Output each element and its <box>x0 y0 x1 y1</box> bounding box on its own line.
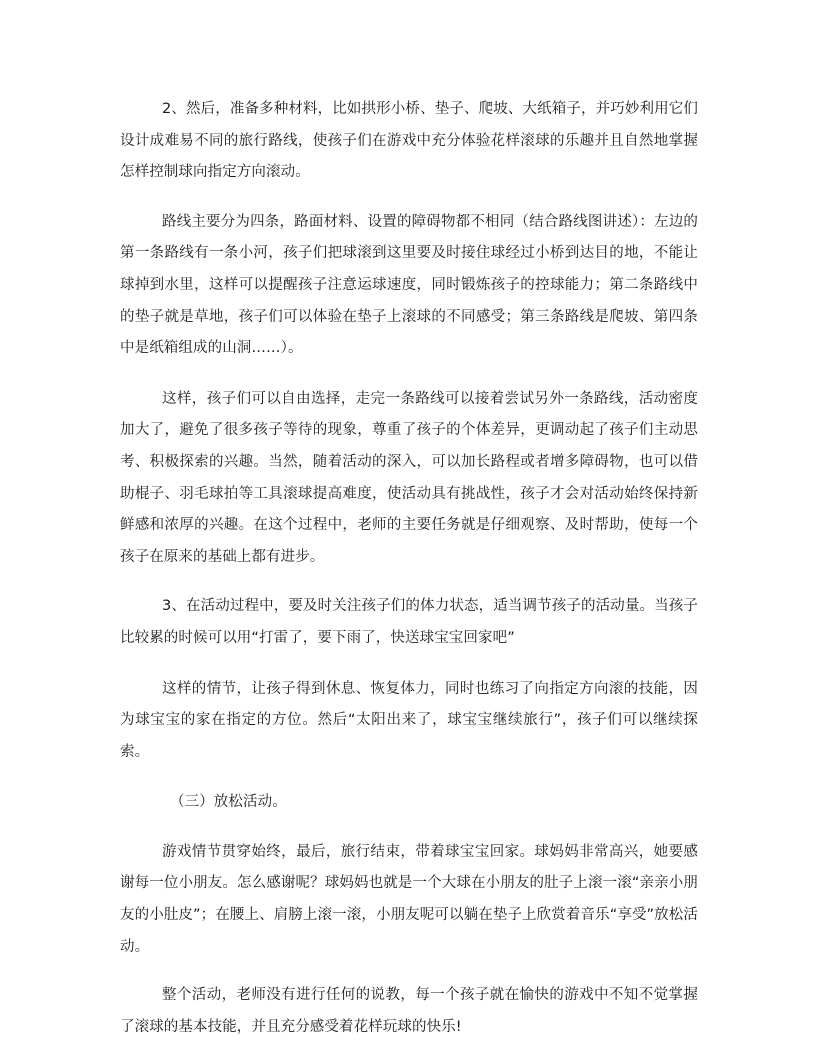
paragraph-free-choice: 这样，孩子们可以自由选择，走完一条路线可以接着尝试另外一条路线，活动密度加大了，避免了很多孩子等待的现象，尊重了孩子的个体差异，更调动起了孩子们主动思考、积极探索的兴趣。当然，随着活动的深入，可以加长路程或者增多障碍物，也可以借助棍子、羽毛球拍等工具滚球提高难度，使活动具有挑战性，孩子才会对活动始终保持新鲜感和浓厚的兴趣。在这个过程中，老师的主要任务就是仔细观察、及时帮助，使每一个孩子在原来的基础上都有进步。 <box>120 390 698 565</box>
paragraph-routes: 路线主要分为四条，路面材料、设置的障碍物都不相同（结合路线图讲述）：左边的第一条路线有一条小河，孩子们把球滚到这里要及时接住球经过小桥到达目的地，不能让球掉到水里，这样可以提醒孩子注意运球速度，同时锻炼孩子的控球能力；第二条路线中的垫子就是草地，孩子们可以体验在垫子上滚球的不同感受；第三条路线是爬坡、第四条中是纸箱组成的山洞……）。 <box>120 213 698 357</box>
paragraph-activity-monitoring: 3、在活动过程中，要及时关注孩子们的体力状态，适当调节孩子的活动量。当孩子比较累的时候可以用“打雷了，要下雨了，快送球宝宝回家吧” <box>120 598 698 646</box>
document-body <box>120 94 698 1043</box>
paragraph-relaxation: 游戏情节贯穿始终，最后，旅行结束，带着球宝宝回家。球妈妈非常高兴，她要感谢每一位小朋友。怎么感谢呢？球妈妈也就是一个大球在小朋友的肚子上滚一滚“亲亲小朋友的小肚皮”；在腰上、肩膀上滚一滚，小朋友呢可以躺在垫子上欣赏着音乐“享受”放松活动。 <box>120 843 698 955</box>
paragraph-conclusion: 整个活动，老师没有进行任何的说教，每一个孩子就在愉快的游戏中不知不觉掌握了滚球的基本技能，并且充分感受着花样玩球的快乐! <box>120 987 698 1035</box>
section-heading-relaxation: （三）放松活动。 <box>170 794 287 811</box>
paragraph-rest-plot: 这样的情节，让孩子得到休息、恢复体力，同时也练习了向指定方向滚的技能，因为球宝宝的家在指定的方位。然后“太阳出来了，球宝宝继续旅行”，孩子们可以继续探索。 <box>120 680 698 760</box>
paragraph-materials: 2、然后，准备多种材料，比如拱形小桥、垫子、爬坡、大纸箱子，并巧妙利用它们设计成难易不同的旅行路线，使孩子们在游戏中充分体验花样滚球的乐趣并且自然地掌握怎样控制球向指定方向滚动。 <box>120 101 698 181</box>
